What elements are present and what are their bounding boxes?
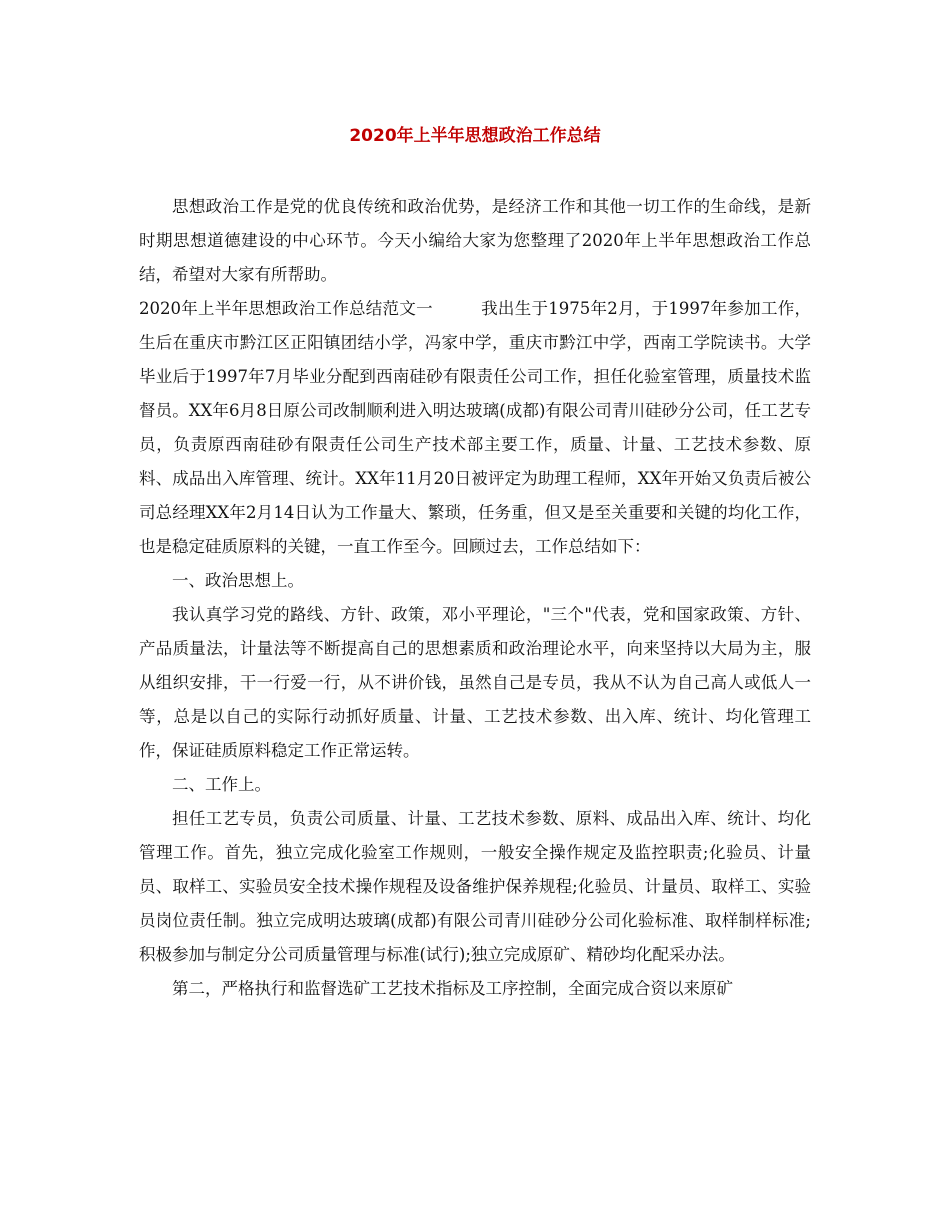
document-body <box>139 190 811 1006</box>
section-heading: 2020年上半年思想政治工作总结范文一 <box>139 299 433 318</box>
paragraph-political: 我认真学习党的路线、方针、政策，邓小平理论，"三个"代表，党和国家政策、方针、产品质量法，计量法等不断提高自己的思想素质和政治理论水平，向来坚持以大局为主，服从组织安排，干一行爱一行，从不讲价钱，虽然自己是专员，我从不认为自己高人或低人一等，总是以自己的实际行动抓好质量、计量、工艺技术参数、出入库、统计、均化管理工作，保证硅质原料稳定工作正常运转。 <box>139 605 811 760</box>
paragraph-work: 担任工艺专员，负责公司质量、计量、工艺技术参数、原料、成品出入库、统计、均化管理工作。首先，独立完成化验室工作规则，一般安全操作规定及监控职责;化验员、计量员、取样工、实验员安全技术操作规程及设备维护保养规程;化验员、计量员、取样工、实验员岗位责任制。独立完成明达玻璃(成都)有限公司青川硅砂分公司化验标准、取样制样标准;积极参加与制定分公司质量管理与标准(试行);独立完成原矿、精砂均化配采办法。 <box>139 809 811 964</box>
document-title: 2020年上半年思想政治工作总结 <box>349 126 601 146</box>
essay-paragraph <box>139 292 811 564</box>
biography-text: 我出生于1975年2月，于1997年参加工作，生后在重庆市黔江区正阳镇团结小学，冯家中学，重庆市黔江中学，西南工学院读书。大学毕业后于1997年7月毕业分配到西南硅砂有限责任公司工作，担任化验室管理，质量技术监督员。XX年6月8日原公司改制顺利进入明达玻璃(成都)有限公司青川硅砂分公司，任工艺专员，负责原西南硅砂有限责任公司生产技术部主要工作，质量、计量、工艺技术参数、原料、成品出入库管理、统计。XX年11月20日被评定为助理工程师，XX年开始又负责后被公司总经理XX年2月14日认为工作量大、繁琐，任务重，但又是至关重要和关键的均化工作，也是稳定硅质原料的关键，一直工作至今。回顾过去，工作总结如下： <box>139 299 811 556</box>
paragraph-second: 第二，严格执行和监督选矿工艺技术指标及工序控制，全面完成合资以来原矿 <box>172 979 733 998</box>
subheading-work: 二、工作上。 <box>172 775 271 794</box>
subheading-political: 一、政治思想上。 <box>172 571 304 590</box>
intro-paragraph: 思想政治工作是党的优良传统和政治优势，是经济工作和其他一切工作的生命线，是新时期思想道德建设的中心环节。今天小编给大家为您整理了2020年上半年思想政治工作总结，希望对大家有所帮助。 <box>139 197 811 284</box>
